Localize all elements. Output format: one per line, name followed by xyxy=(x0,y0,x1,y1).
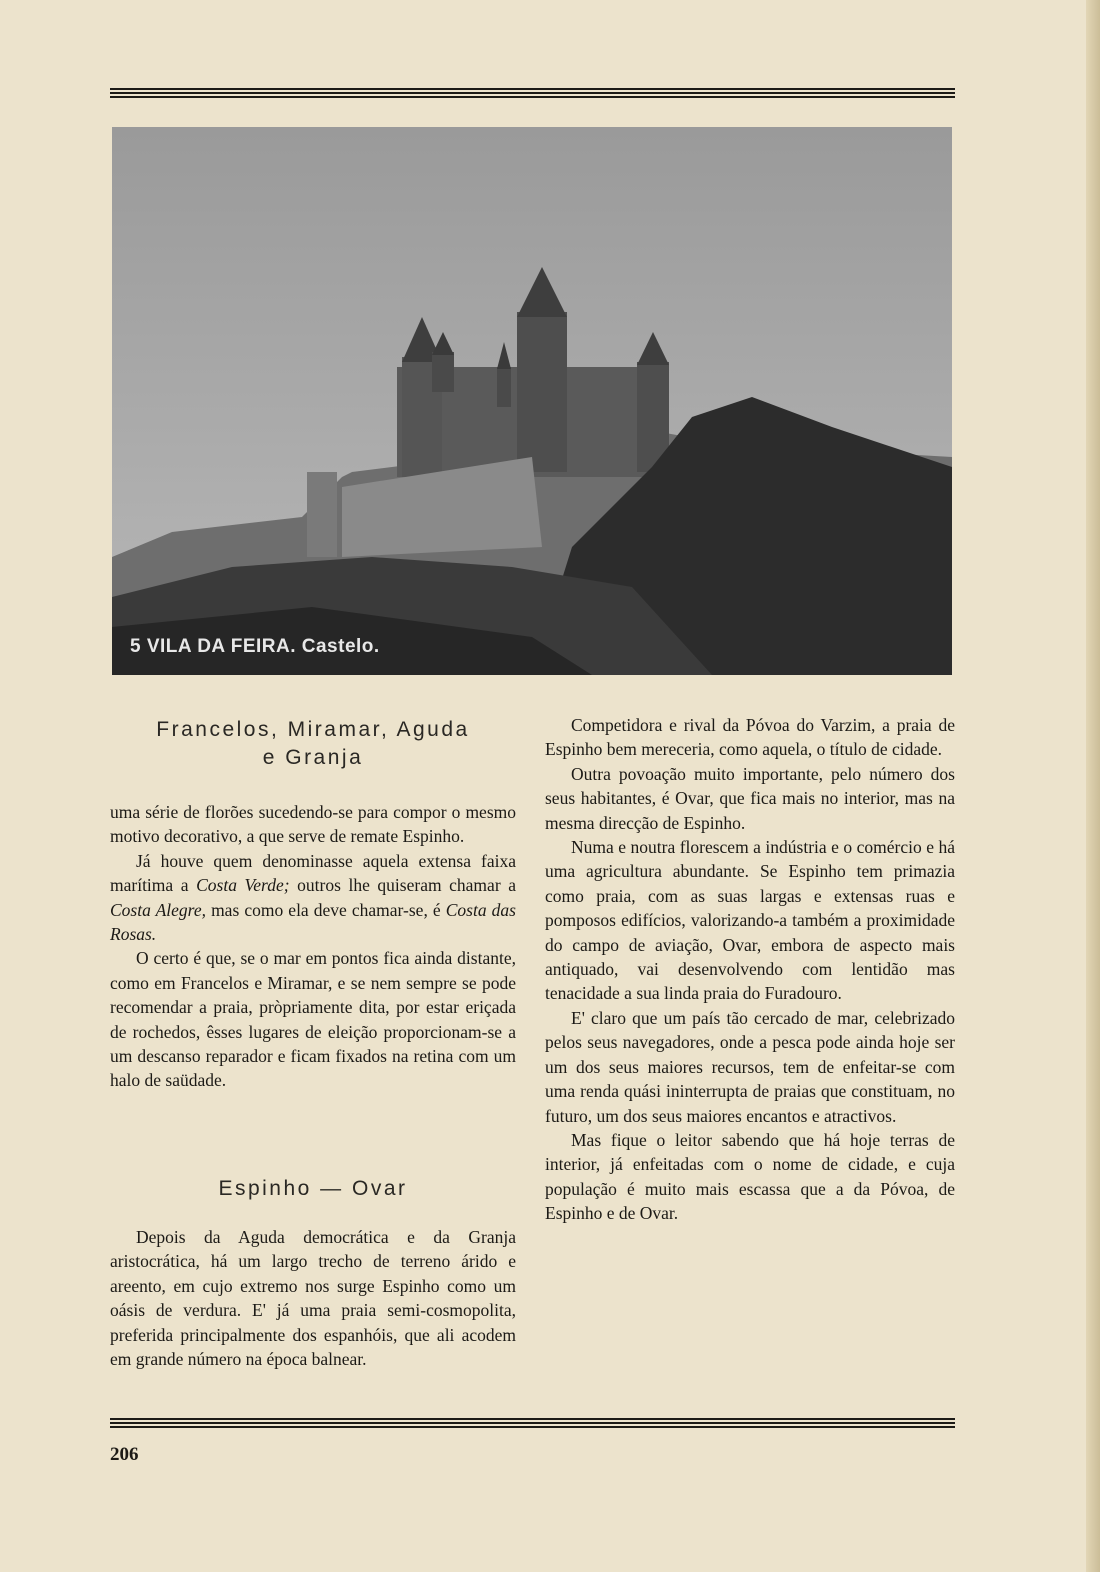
paragraph: Mas fique o leitor sabendo que há hoje terras de interior, já enfeitadas com o nome de cidade, e cuja população é muito mais escassa que a da Póvoa, de Espinho e de Ovar. xyxy=(545,1129,955,1224)
paragraph: Depois da Aguda democrática e da Granja aristocrática, há um largo trecho de terreno árido e areento, em cujo extremo nos surge Espinho como um oásis de verdura. E' já uma praia semi-cosmopolita, preferida principalmente dos espanhóis, que ali acodem em grande número na época balnear. xyxy=(110,1227,516,1370)
italic-text: Costa das Rosas. xyxy=(110,899,516,945)
paragraph: Outra povoação muito importante, pelo número dos seus habitantes, é Ovar, que fica mais no interior, mas na mesma direcção de Espinho. xyxy=(545,763,955,833)
heading-francelos xyxy=(110,716,516,772)
paragraph: Numa e noutra florescem a indústria e o comércio e há uma agricultura abundante. Se Espinho tem primazia como praia, com as suas largas e extensas ruas e pomposos edifícios, valorizando-a também a proximidade do campo de aviação, Ovar, embora de aspecto mais antiquado, vai desenvolvendo com lentidão mas tenacidade a sua linda praia do Furadouro. xyxy=(545,837,955,1004)
text-span: Já houve quem denominasse aquela extensa faixa marítima a xyxy=(110,850,516,896)
paragraph: E' claro que um país tão cercado de mar, celebrizado pelos seus navegadores, onde a pesca pode ainda hoje ser um dos seus maiores recursos, tem de enfeitar-se com uma renda quási ininterrupta de praias que constituam, no futuro, um dos seus maiores encantos e atractivos. xyxy=(545,1007,955,1126)
paragraph: O certo é que, se o mar em pontos fica ainda distante, como em Francelos e Miramar, e se nem sempre se pode recomendar a praia, pròpriamente dita, por estar eriçada de rochedos, êsses lugares de eleição proporcionam-se a um descanso reparador e ficam fixados na retina com um halo de saüdade. xyxy=(110,948,516,1091)
paragraph xyxy=(110,849,516,947)
right-column xyxy=(545,713,955,1226)
left-column-2 xyxy=(110,1225,516,1371)
photo-caption: 5 VILA DA FEIRA. Castelo. xyxy=(130,636,380,657)
heading-espinho-ovar: Espinho — Ovar xyxy=(218,1177,408,1200)
bottom-rule xyxy=(110,1418,955,1430)
text-span: outros lhe quiseram chamar a xyxy=(289,875,516,896)
heading-francelos-line2: e Granja xyxy=(262,746,364,769)
italic-text: Costa Verde; xyxy=(196,875,290,896)
page-number: 206 xyxy=(110,1444,139,1465)
top-rule xyxy=(110,88,955,100)
heading-francelos-line1: Francelos, Miramar, Aguda xyxy=(156,718,470,741)
left-column-1 xyxy=(110,800,516,1093)
italic-text: Costa Alegre, xyxy=(110,899,206,920)
paragraph: uma série de florões sucedendo-se para compor o mesmo motivo decorativo, a que serve de remate Espinho. xyxy=(110,802,516,847)
paragraph: Competidora e rival da Póvoa do Varzim, a praia de Espinho bem mereceria, como aquela, o título de cidade. xyxy=(545,715,955,760)
page-edge xyxy=(1086,0,1100,1572)
text-span: mas como ela deve chamar-se, é xyxy=(205,899,446,920)
castle-photo xyxy=(112,127,952,675)
